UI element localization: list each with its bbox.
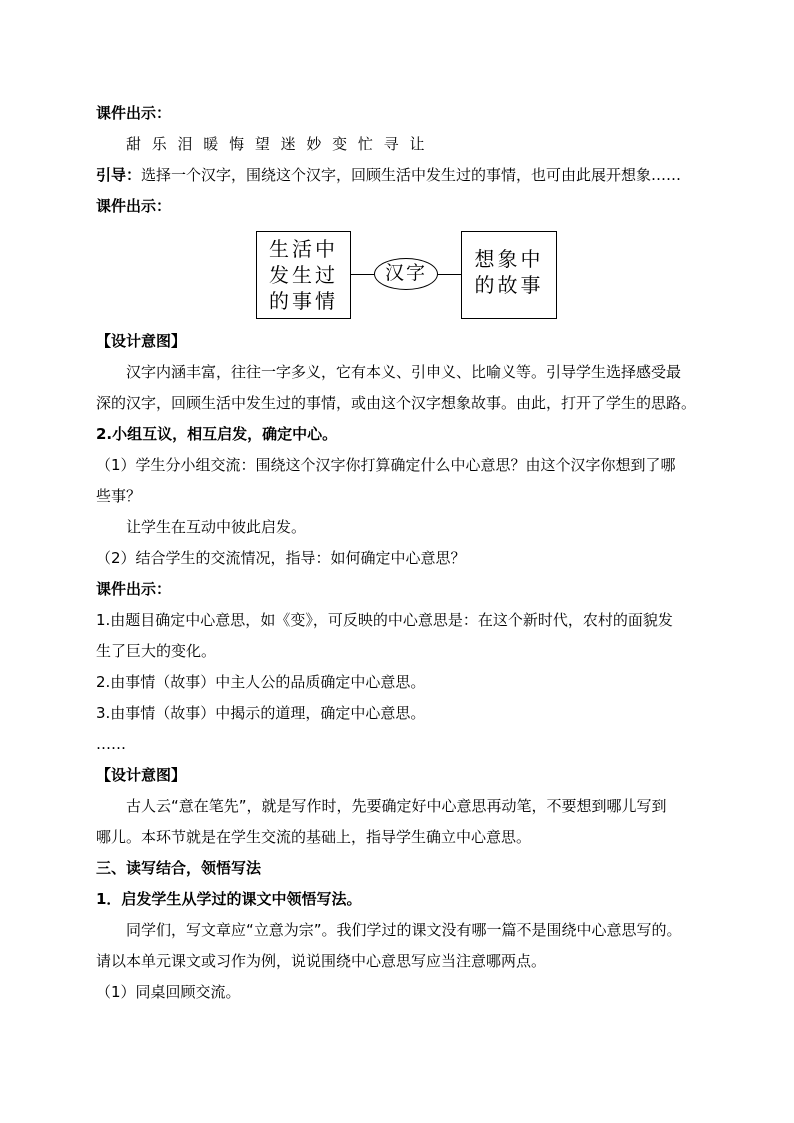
courseware-heading-2: 课件出示： (96, 197, 172, 215)
paragraph-line: （2）结合学生的交流情况，指导：如何确定中心意思？ (96, 549, 466, 567)
paragraph-line: 请以本单元课文或习作为例，说说围绕中心意思写应当注意哪两点。 (96, 952, 547, 970)
paragraph-line: 让学生在互动中彼此启发。 (126, 518, 307, 536)
diagram-connector-right (438, 274, 461, 275)
document-page (96, 98, 736, 1008)
paragraph-line: 同学们，写文章应“立意为宗”。我们学过的课文没有哪一篇不是围绕中心意思写的。 (126, 921, 682, 939)
list-item: 3.由事情（故事）中揭示的道理，确定中心意思。 (96, 704, 426, 722)
diagram-connector-left (351, 274, 374, 275)
section-heading-3: 三、读写结合，领悟写法 (96, 859, 262, 877)
diagram-center-oval: 汉字 (374, 258, 438, 290)
courseware-heading-3: 课件出示： (96, 580, 172, 598)
paragraph-line: 深的汉字，回顾生活中发生过的事情，或由这个汉字想象故事。由此，打开了学生的思路。 (96, 394, 697, 412)
guidance-label: 引导： (96, 166, 142, 184)
list-item: 2.由事情（故事）中主人公的品质确定中心意思。 (96, 673, 426, 691)
diagram-left-line-2: 发生过 (269, 263, 338, 287)
design-intent-heading-2: 【设计意图】 (96, 766, 187, 784)
diagram-left-box (256, 231, 351, 319)
paragraph-line: （1）学生分小组交流：围绕这个汉字你打算确定什么中心意思？由这个汉字你想到了哪 (96, 456, 676, 474)
paragraph-line: 古人云“意在笔先”，就是写作时，先要确定好中心意思再动笔，不要想到哪儿写到 (126, 797, 667, 815)
guidance-text: 选择一个汉字，围绕这个汉字，回顾生活中发生过的事情，也可由此展开想象…… (141, 166, 682, 184)
paragraph-line: （1）同桌回顾交流。 (96, 983, 241, 1001)
character-list: 甜 乐 泪 暖 悔 望 迷 妙 变 忙 寻 让 (126, 135, 428, 153)
paragraph-line: 些事？ (96, 487, 142, 505)
ellipsis-line: …… (96, 735, 126, 753)
diagram-right-box (461, 231, 557, 319)
courseware-heading-1: 课件出示： (96, 104, 172, 122)
diagram-right-line-1: 想象中 (474, 247, 544, 271)
guidance-line (96, 160, 736, 191)
paragraph-line: 汉字内涵丰富，往往一字多义，它有本义、引申义、比喻义等。引导学生选择感受最 (126, 363, 682, 381)
concept-diagram (96, 225, 736, 323)
section-heading-2: 2.小组互议，相互启发，确定中心。 (96, 425, 338, 443)
paragraph-line: 哪儿。本环节就是在学生交流的基础上，指导学生确立中心意思。 (96, 828, 532, 846)
list-item-continued: 生了巨大的变化。 (96, 642, 217, 660)
diagram-left-line-3: 的事情 (269, 289, 338, 313)
diagram-left-line-1: 生活中 (269, 237, 338, 261)
subsection-heading: 1．启发学生从学过的课文中领悟写法。 (96, 890, 362, 908)
list-item: 1.由题目确定中心意思，如《变》，可反映的中心意思是：在这个新时代，农村的面貌发 (96, 611, 673, 629)
diagram-right-line-2: 的故事 (474, 273, 544, 297)
design-intent-heading-1: 【设计意图】 (96, 332, 187, 350)
